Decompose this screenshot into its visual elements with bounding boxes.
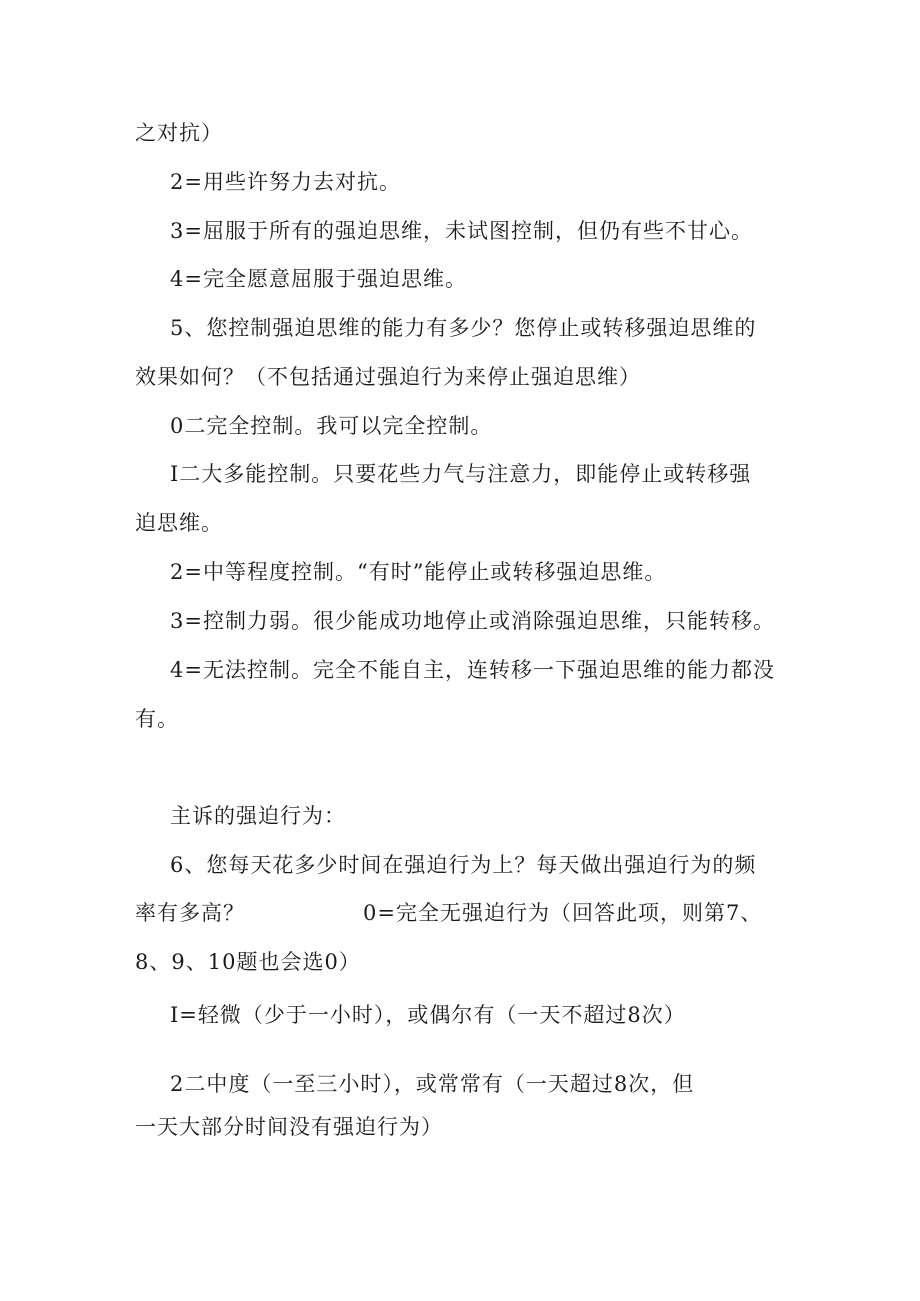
- text-line-8: I二大多能控制。只要花些力气与注意力，即能停止或转移强: [170, 462, 752, 486]
- text-line-2: 2=用些许努力去对抗。: [170, 170, 401, 194]
- option-0-continuation: 8、9、10题也会选0）: [135, 950, 361, 974]
- option-0-text: 0=完全无强迫行为（回答此项，则第7、: [363, 901, 763, 925]
- text-line-11: 3=控制力弱。很少能成功地停止或消除强迫思维，只能转移。: [170, 609, 775, 633]
- text-line-1: 之对抗）: [135, 121, 223, 145]
- section-heading: 主诉的强迫行为：: [170, 804, 346, 828]
- question-6-line-2: [135, 898, 762, 928]
- text-line-10: 2=中等程度控制。“有时”能停止或转移强迫思维。: [170, 560, 667, 584]
- question-6-text: 率有多高？: [135, 901, 245, 925]
- text-line-12: 4=无法控制。完全不能自主，连转移一下强迫思维的能力都没: [170, 658, 775, 682]
- text-line-4: 4=完全愿意屈服于强迫思维。: [170, 267, 467, 291]
- text-line-13: 有。: [135, 707, 179, 731]
- question-5-line-2: 效果如何？（不包括通过强迫行为来停止强迫思维）: [135, 365, 641, 389]
- question-6-line-1: 6、您每天花多少时间在强迫行为上？每天做出强迫行为的频: [170, 853, 757, 877]
- text-line-3: 3=屈服于所有的强迫思维，未试图控制，但仍有些不甘心。: [170, 219, 753, 243]
- text-line-7: 0二完全控制。我可以完全控制。: [170, 414, 493, 438]
- option-1-text: I=轻微（少于一小时），或偶尔有（一天不超过8次）: [170, 1003, 686, 1027]
- question-5-line-1: 5、您控制强迫思维的能力有多少？您停止或转移强迫思维的: [170, 316, 757, 340]
- option-2-line-1: 2二中度（一至三小时），或常常有（一天超过8次，但: [170, 1072, 695, 1096]
- text-line-9: 迫思维。: [135, 511, 223, 535]
- option-2-line-2: 一天大部分时间没有强迫行为）: [135, 1115, 443, 1139]
